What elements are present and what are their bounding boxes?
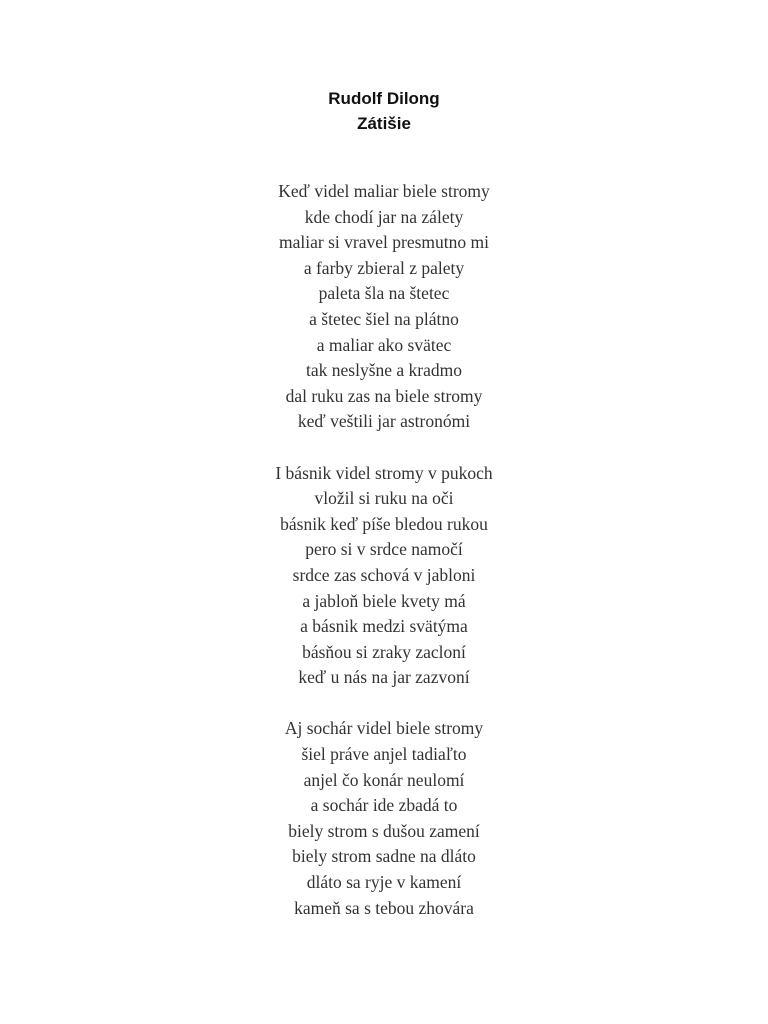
poem-line: šiel práve anjel tadiaľto	[301, 744, 467, 765]
poem-line: vložil si ruku na oči	[314, 488, 454, 509]
poem-title: Zátišie	[357, 114, 411, 133]
poem-line: I básnik videl stromy v pukoch	[275, 462, 493, 483]
poem-line: tak neslyšne a kradmo	[306, 360, 462, 381]
poem-line: biely strom s dušou zamení	[288, 820, 480, 841]
poem-line: srdce zas schová v jabloni	[292, 564, 476, 585]
poem-line: dal ruku zas na biele stromy	[285, 385, 483, 406]
poem-line: dláto sa ryje v kamení	[306, 872, 462, 893]
stanza-2	[0, 461, 768, 691]
poem-line: a sochár ide zbadá to	[310, 795, 458, 816]
poem-body	[0, 179, 768, 947]
poem-header	[0, 86, 768, 136]
poem-line: Keď videl maliar biele stromy	[278, 181, 490, 201]
poem-line: básňou si zraky zacloní	[302, 641, 466, 662]
poem-line: a básnik medzi svätýma	[300, 616, 468, 637]
poem-line: kameň sa s tebou zhovára	[294, 897, 474, 918]
poem-line: keď u nás na jar zazvoní	[298, 667, 470, 688]
poem-line: a štetec šiel na plátno	[309, 308, 459, 329]
poem-line: a farby zbieral z palety	[303, 257, 465, 278]
poem-line: pero si v srdce namočí	[305, 539, 463, 560]
poem-line: kde chodí jar na zálety	[304, 206, 464, 227]
stanza-3	[0, 716, 768, 921]
poem-line: básnik keď píše bledou rukou	[280, 513, 488, 534]
poem-line: a maliar ako svätec	[316, 334, 452, 355]
poem-line: paleta šla na štetec	[318, 283, 450, 304]
poem-line: keď veštili jar astronómi	[297, 411, 471, 432]
author-name: Rudolf Dilong	[328, 89, 440, 108]
poem-line: maliar si vravel presmutno mi	[279, 232, 489, 253]
poem-line: Aj sochár videl biele stromy	[284, 718, 484, 739]
poem-line: biely strom sadne na dláto	[292, 846, 476, 867]
poem-line: anjel čo konár neulomí	[303, 769, 465, 790]
poem-line: a jabloň biele kvety má	[302, 590, 466, 611]
stanza-1	[0, 179, 768, 435]
